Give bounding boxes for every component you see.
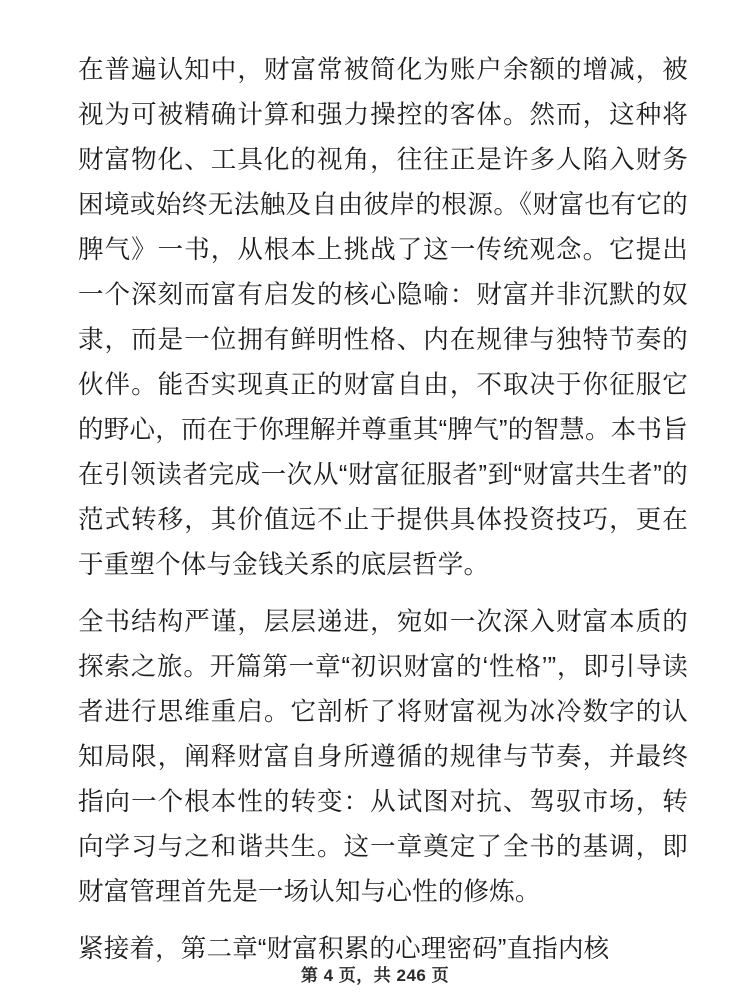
document-body (78, 48, 688, 972)
page-footer: 第 4 页，共 246 页 (300, 966, 450, 985)
paragraph: 全书结构严谨，层层递进，宛如一次深入财富本质的探索之旅。开篇第一章“初识财富的‘性格’”，即引导读者进行思维重启。它剖析了将财富视为冰冷数字的认知局限，阐释财富自身所遵循的规律与节奏，并最终指向一个根本性的转变：从试图对抗、驾驭市场，转向学习与之和谐共生。这一章奠定了全书的基调，即财富管理首先是一场认知与心性的修炼。 (78, 608, 688, 906)
paragraph: 紧接着，第二章“财富积累的心理密码”直指内核 (78, 935, 610, 963)
paragraph: 在普遍认知中，财富常被简化为账户余额的增减，被视为可被精确计算和强力操控的客体。然而，这种将财富物化、工具化的视角，往往正是许多人陷入财务困境或始终无法触及自由彼岸的根源。《财富也有它的脾气》一书，从根本上挑战了这一传统观念。它提出一个深刻而富有启发的核心隐喻：财富并非沉默的奴隶，而是一位拥有鲜明性格、内在规律与独特节奏的伙伴。能否实现真正的财富自由，不取决于你征服它的野心，而在于你理解并尊重其“脾气”的智慧。本书旨在引领读者完成一次从“财富征服者”到“财富共生者”的范式转移，其价值远不止于提供具体投资技巧，更在于重塑个体与金钱关系的底层哲学。 (78, 56, 688, 579)
